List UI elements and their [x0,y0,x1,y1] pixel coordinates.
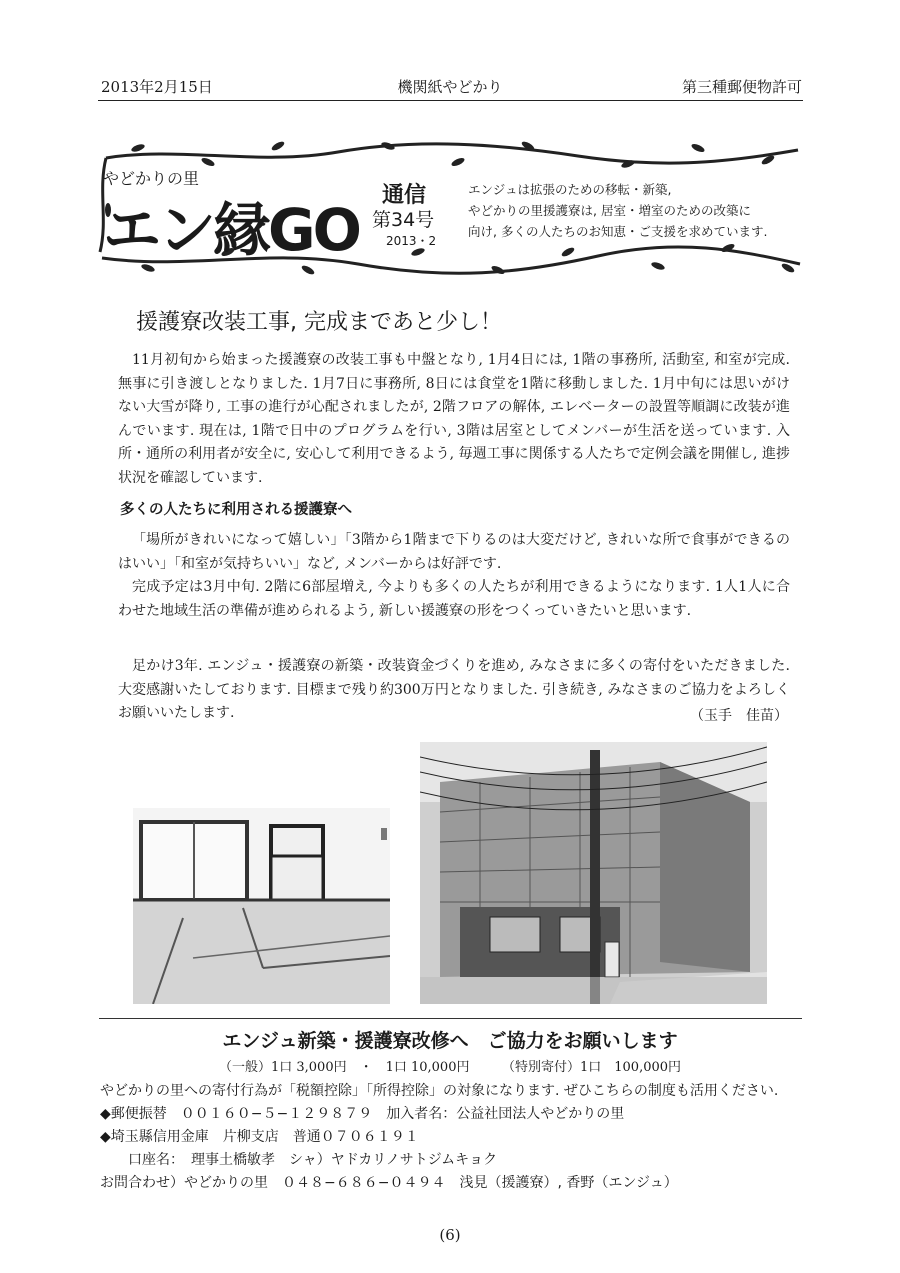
banner-description-line: エンジュは拡張のための移転・新築, [468,182,672,197]
photo-tatami-room [133,808,390,1004]
page-number: (6) [439,1226,461,1244]
photo-building-construction [420,742,767,1004]
article-paragraph-2 [118,529,790,623]
donation-amounts: （一般）1口 3,000円 ・ 1口 10,000円 （特別寄付）1口 100,000円 [218,1060,682,1075]
banner-title: エン縁GO [103,196,359,264]
donation-postal-transfer: ◆郵便振替 ００１６０−５−１２９８７９ 加入者名：公益社団法人やどかりの里 [100,1106,625,1122]
section-heading: 多くの人たちに利用される援護寮へ [120,502,352,518]
banner-description-line: 向け, 多くの人たちのお知恵・ご支援を求めています. [468,224,768,239]
banner-newsletter-label: 通信 [382,183,427,208]
donation-contact: お問合わせ）やどかりの里 ０４８−６８６−０４９４ 浅見（援護寮）, 香野（エンジュ） [100,1175,678,1191]
banner-subtitle: やどかりの里 [103,169,200,188]
header-rule [98,100,803,101]
donation-tax-note: やどかりの里への寄付行為が「税額控除」「所得控除」の対象になります. ぜひこちらの制度も活用ください. [100,1083,779,1099]
header-publication: 機関紙やどかり [397,78,503,96]
paragraph-text: 11月初旬から始まった援護寮の改装工事も中盤となり, 1月4日には, 1階の事務所, 活動室, 和室が完成. 無事に引き渡しとなりました. 1月7日に事務所, 8日には食堂を1階に移動しました. 1月中旬には思いがけない大雪が降り, 工事の進行が心配されましたが, 2階フロアの解体, エレベーターの設置等順調に改装が進んでいます. 現在は, 1階で日中のプログラムを行い, 3階は居室としてメンバーが生活を送っています. 入所・通所の利用者が安全に, 安心して利用できるよう, 毎週工事に関係する人たちで定例会議を開催し, 進捗状況を確認しています. [118,352,790,486]
header-date: 2013年2月15日 [101,78,213,96]
donation-title: エンジュ新築・援護寮改修へ ご協力をお願いします [222,1030,678,1052]
paragraph-text: 完成予定は3月中旬. 2階に6部屋増え, 今よりも多くの人たちが利用できるようになります. 1人1人に合わせた地域生活の準備が進められるよう, 新しい援護寮の形をつくっていきたいと思います. [118,579,790,619]
donation-bank: ◆埼玉縣信用金庫 片柳支店 普通０７０６１９１ [100,1129,419,1145]
paragraph-text: 「場所がきれいになって嬉しい」「3階から1階まで下りるのは大変だけど, きれいな所で食事ができるのはいい」「和室が気持ちいい」など, メンバーからは好評です. [118,532,790,572]
banner-issue-number: 第34号 [372,209,435,231]
donation-rule [99,1018,802,1019]
banner-description-line: やどかりの里援護寮は, 居室・増室のための改築に [468,203,751,218]
donation-account-name: 口座名： 理事土橋敏孝 シャ）ヤドカリノサトジムキョク [100,1152,498,1168]
header-postal-permit: 第三種郵便物許可 [681,78,802,96]
banner-issue-date: 2013・2 [386,234,437,248]
article-byline: （玉手 佳苗） [690,708,788,724]
article-title: 援護寮改装工事, 完成まであと少し！ [136,310,502,335]
article-paragraph-1 [118,349,790,490]
paragraph-text: 足かけ3年. エンジュ・援護寮の新築・改装資金づくりを進め, みなさまに多くの寄付をいただきました. 大変感謝いたしております. 目標まで残り約300万円となりました. 引き続き, みなさまのご協力をよろしくお願いいたします. [118,658,790,721]
